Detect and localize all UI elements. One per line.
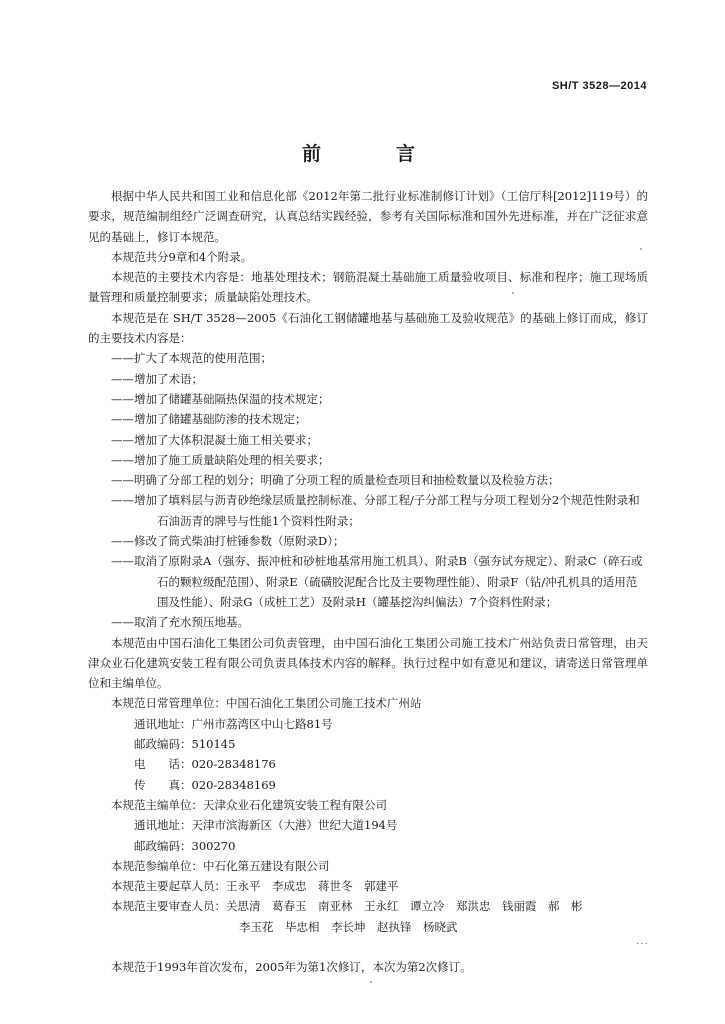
list-item: ——取消了充水预压地基。 [111,615,249,630]
foreword-body [88,186,648,977]
list-item: ——增加了填料层与沥青砂绝缘层质量控制标准、分部工程/子分部工程与分项工程划分2个规范性附录和石油沥青的牌号与性能1个资料性附录； [111,493,640,528]
page-mark: ··· [636,938,649,949]
page-title: 前 言 [301,143,443,165]
paragraph-revision-basis: 本规范是在 SH/T 3528—2005《石油化工钢储罐地基与基础施工及验收规范》的基础上修订而成，修订的主要技术内容是： [88,310,648,346]
editor-address: 通讯地址：天津市滨海新区（大港）世纪大道194号 [134,818,398,833]
list-item: ——明确了分部工程的划分；明确了分项工程的质量检查项目和抽检数量以及检验方法； [111,473,560,488]
editor-unit: 本规范主编单位：天津众业石化建筑安装工程有限公司 [111,797,387,812]
paragraph-management: 本规范由中国石油化工集团公司负责管理，由中国石油化工集团公司施工技术广州站负责日常管理，由天津众业石化建筑安装工程有限公司负责具体技术内容的解释。执行过程中如有意见和建议，请寄送日常管理单位和主编单位。 [88,635,648,691]
paragraph-main-content: 本规范的主要技术内容是：地基处理技术；钢筋混凝土基础施工质量验收项目、标准和程序；施工现场质量管理和质量控制要求；质量缺陷处理技术。 [88,270,648,305]
editor-unit-block [88,795,648,856]
list-item: ——增加了储罐基础防渗的技术规定； [111,412,307,427]
scan-speck [640,248,642,250]
reviewers: 本规范主要审查人员：关思清 葛春玉 南亚林 王永红 谭立冷 郑洪忠 钱丽霞 郝 彬 [111,899,583,914]
editor-postcode: 邮政编码：300270 [134,838,236,853]
revision-list [88,348,648,632]
reviewers-continued: 李玉花 毕忠相 李长坤 赵执锋 杨晓武 [239,919,458,934]
drafters: 本规范主要起草人员：王永平 李成忠 蒋世冬 郭建平 [111,879,399,894]
management-unit-block [88,693,648,794]
management-fax: 传 真：020-28348169 [134,777,276,792]
list-item: ——取消了原附录A（强夯、振冲桩和砂桩地基常用施工机具）、附录B（强夯试夯规定）、附录C（碎石或石的颗粒级配范围）、附录E（硫磺胶泥配合比及主要物理性能）、附录F（钻/冲孔机具的适用范围及性能）、附录G（成桩工艺）及附录H（罐基挖沟纠偏法）7个资料性附录； [111,554,643,609]
standard-number: SH/T 3528—2014 [551,80,647,92]
scan-speck [370,981,372,983]
scan-speck [512,292,514,294]
participant-unit: 本规范参编单位：中石化第五建设有限公司 [111,858,330,873]
publication-history: 本规范于1993年首次发布，2005年为第1次修订，本次为第2次修订。 [111,959,472,974]
list-item: ——增加了施工质量缺陷处理的相关要求； [111,452,330,467]
list-item: ——增加了术语； [111,371,203,386]
management-postcode: 邮政编码：510145 [134,737,236,752]
list-item: ——修改了筒式柴油打桩锤参数（原附录D）； [111,534,345,549]
management-phone: 电 话：020-28348176 [134,757,276,772]
paragraph-structure: 本规范共分9章和4个附录。 [111,249,253,264]
list-item: ——增加了储罐基础隔热保温的技术规定； [111,391,330,406]
paragraph-basis: 根据中华人民共和国工业和信息化部《2012年第二批行业标准制修订计划》（工信厅科[2012]119号）的要求，规范编制组经广泛调查研究，认真总结实践经验，参考有关国际标准和国外先进标准，并在广泛征求意见的基础上，修订本规范。 [88,189,648,244]
list-item: ——扩大了本规范的使用范围； [111,351,272,366]
management-unit: 本规范日常管理单位：中国石油化工集团公司施工技术广州站 [111,696,422,711]
management-address: 通讯地址：广州市荔湾区中山七路81号 [134,716,333,731]
list-item: ——增加了大体积混凝土施工相关要求； [111,432,318,447]
